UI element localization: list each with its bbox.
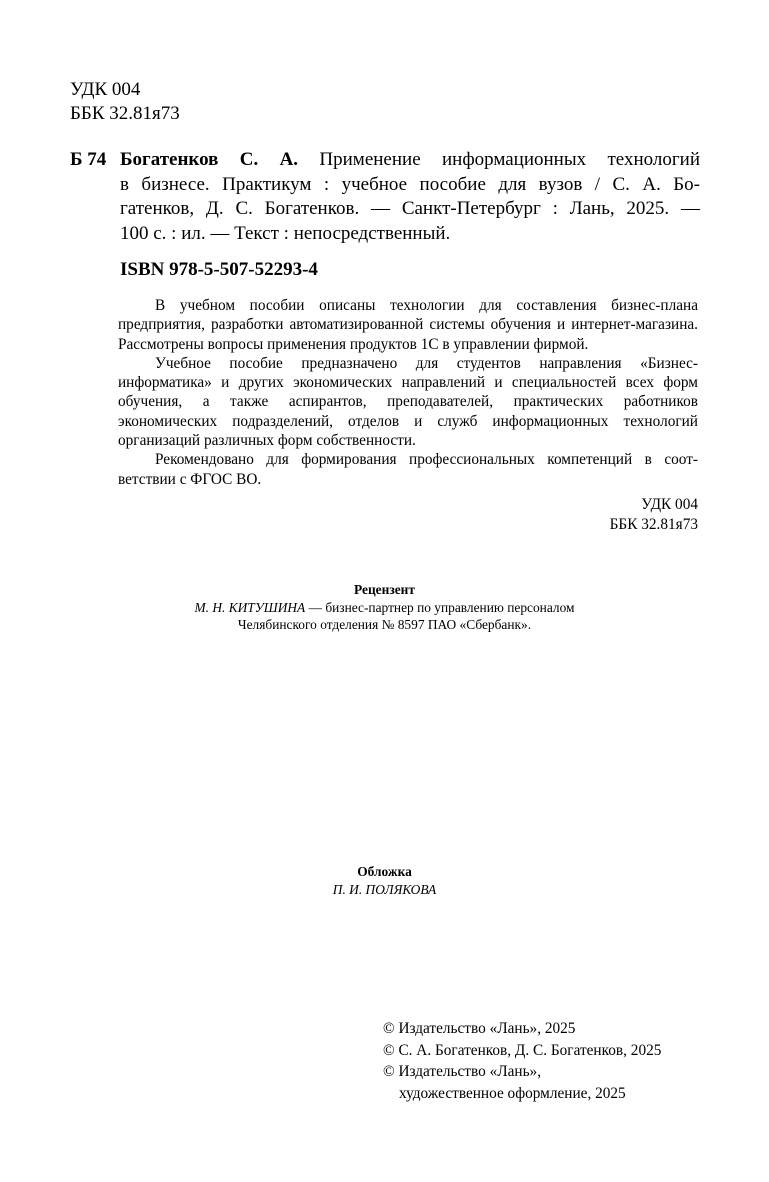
cover-designer-name: П. И. ПОЛЯКОВА	[332, 881, 437, 897]
description-line-1	[120, 148, 700, 173]
copyright-line: © Издательство «Лань», 2025	[383, 1020, 576, 1037]
copyright-line: © С. А. Богатенков, Д. С. Богатенков, 2025	[383, 1041, 662, 1059]
cover-heading: Обложка	[357, 864, 412, 879]
isbn: ISBN 978-5-507-52293-4	[120, 259, 318, 280]
cover-block	[0, 863, 769, 898]
copyright-line: художественное оформление, 2025	[399, 1084, 626, 1102]
copyright-line: © Издательство «Лань»,	[383, 1063, 542, 1080]
udk-code: УДК 004	[70, 79, 141, 100]
annotation-paragraph-3: Рекомендовано для формирования профессиональных компетенций в соответствии с ФГОС ВО.	[118, 451, 698, 488]
description-line-2: в бизнесе. Практикум : учебное пособие для вузов / С. А. Бо-	[120, 173, 700, 195]
udk-block-bottom	[520, 495, 698, 535]
udk-block-top	[70, 78, 180, 126]
author-mark: Б 74	[70, 149, 107, 170]
reviewer-line-1	[0, 599, 769, 617]
copyright-block	[383, 1018, 661, 1104]
author-names: Богатенков С. А.	[120, 149, 299, 170]
description-line-4: 100 с. : ил. — Текст : непосредственный.	[120, 222, 451, 244]
annotation	[118, 296, 698, 489]
cover-designer	[0, 881, 769, 899]
annotation-paragraph-1: В учебном пособии описаны технологии для составления бизнес-плана предприятия, разработки автоматизированной системы обучения и интернет-магазина. Рассмотрены вопросы применения продуктов 1С в управлении фирмой.	[118, 297, 698, 353]
annotation-paragraph-2: Учебное пособие предназначено для студентов направления «Бизнес-информатика» и других экономических направлений и специальностей всех форм обучения, а также аспирантов, преподавателей, практических работников экономических подразделений, отделов и служб информационных технологий организаций различных форм собственности.	[118, 354, 698, 450]
reviewer-line-2: Челябинского отделения № 8597 ПАО «Сбербанк».	[237, 617, 532, 632]
reviewer-block	[0, 581, 769, 634]
reviewer-role: — бизнес-партнер по управлению персоналом	[305, 599, 575, 615]
reviewer-name: М. Н. КИТУШИНА	[194, 599, 306, 615]
title-start: Применение информационных технологий	[298, 149, 700, 170]
bbk-code: ББК 32.81я73	[70, 103, 180, 124]
udk-code-bottom: УДК 004	[641, 496, 698, 513]
reviewer-heading: Рецензент	[354, 582, 415, 597]
catalog-entry	[70, 148, 700, 246]
bibliographic-description	[120, 148, 700, 246]
bbk-code-bottom: ББК 32.81я73	[609, 516, 698, 533]
description-line-3: гатенков, Д. С. Богатенков. — Санкт-Петербург : Лань, 2025. —	[120, 198, 700, 219]
